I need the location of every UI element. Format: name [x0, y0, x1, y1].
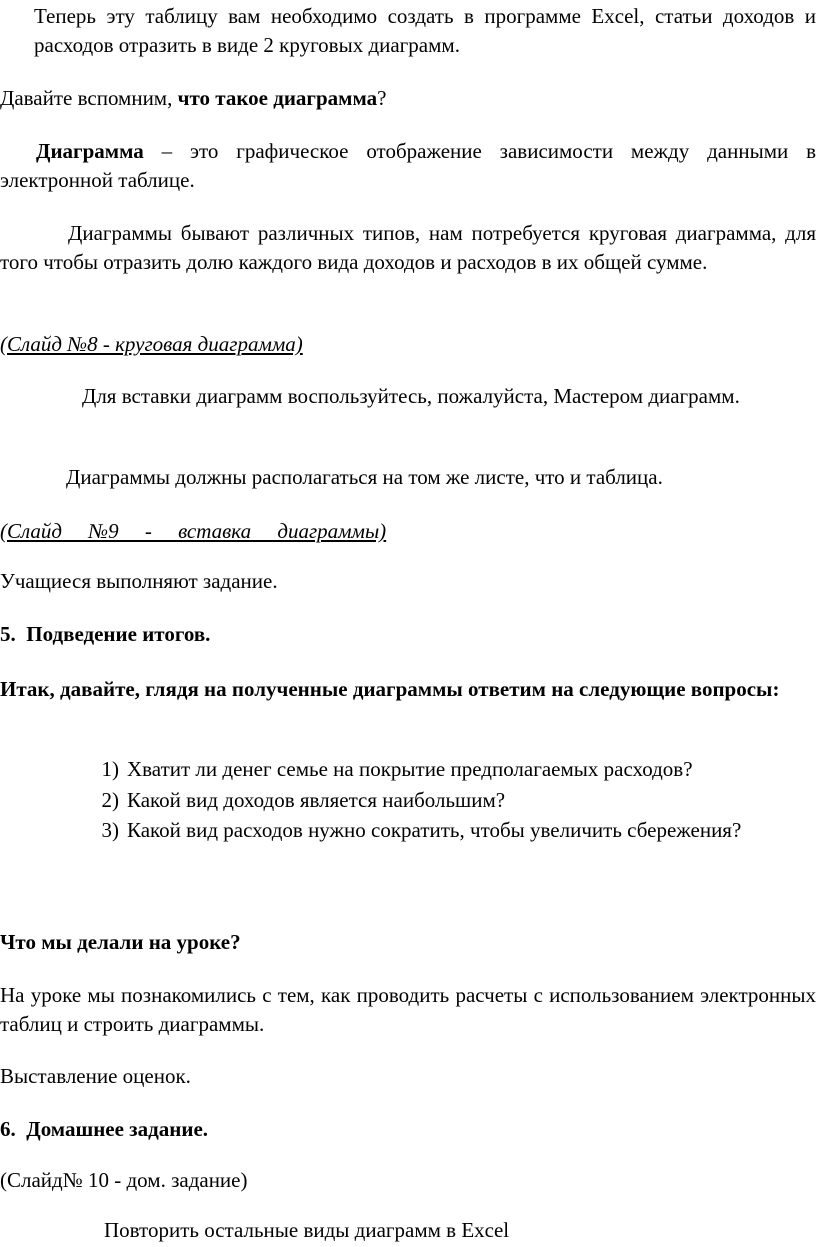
slide-8-reference	[0, 330, 816, 359]
paragraph-homework: Повторить остальные виды диаграмм в Excel	[104, 1218, 510, 1242]
paragraph-summary: На уроке мы познакомились с тем, как проводить расчеты с использованием электронных таблиц и строить диаграммы.	[0, 983, 816, 1036]
paragraph-types: Диаграммы бывают различных типов, нам потребуется круговая диаграмма, для того чтобы отразить долю каждого вида доходов и расходов в их общей сумме.	[0, 221, 816, 274]
list-item-text: Какой вид расходов нужно сократить, чтобы увеличить сбережения?	[127, 818, 742, 842]
list-item-text: Хватит ли денег семье на покрытие предполагаемых расходов?	[127, 757, 693, 781]
section-6-text: 6. Домашнее задание.	[0, 1117, 209, 1141]
paragraph-students: Учащиеся выполняют задание.	[0, 569, 278, 593]
section-5-text: 5. Подведение итогов.	[0, 622, 211, 646]
list-item-number: 1)	[101, 757, 119, 781]
what-did-heading	[0, 928, 816, 957]
definition-text: – это графическое отображение зависимости между данными в электронной таблице.	[0, 139, 816, 192]
slide-10-reference: (Слайд№ 10 - дом. задание)	[0, 1168, 248, 1192]
list-item-number: 3)	[101, 818, 119, 842]
slide-9-text: (Слайд №9 - вставка диаграммы)	[0, 519, 387, 543]
list-item-text: Какой вид доходов является наибольшим?	[127, 788, 506, 812]
paragraph-definition	[0, 137, 816, 195]
what-did-text: Что мы делали на уроке?	[0, 930, 241, 954]
question-suffix: ?	[377, 86, 387, 110]
slide-9-reference	[0, 517, 816, 546]
paragraph-wizard: Для вставки диаграмм воспользуйтесь, пожалуйста, Мастером диаграмм.	[82, 384, 740, 408]
slide-8-text: (Слайд №8 - круговая диаграмма)	[0, 332, 303, 356]
section-6-heading	[0, 1115, 816, 1144]
questions-intro-text: Итак, давайте, глядя на полученные диаграммы ответим на следующие вопросы:	[0, 677, 780, 701]
paragraph-grading: Выставление оценок.	[0, 1064, 191, 1088]
section-5-heading	[0, 620, 816, 649]
question-prefix: Давайте вспомним,	[0, 86, 178, 110]
list-item-number: 2)	[101, 788, 119, 812]
paragraph-intro: Теперь эту таблицу вам необходимо создать в программе Excel, статьи доходов и расходов отразить в виде 2 круговых диаграмм.	[34, 4, 816, 57]
questions-intro	[0, 675, 816, 704]
paragraph-question	[0, 84, 816, 113]
question-bold: что такое диаграмма	[177, 86, 378, 110]
paragraph-placement: Диаграммы должны располагаться на том же листе, что и таблица.	[66, 465, 663, 489]
definition-term: Диаграмма	[36, 139, 144, 163]
